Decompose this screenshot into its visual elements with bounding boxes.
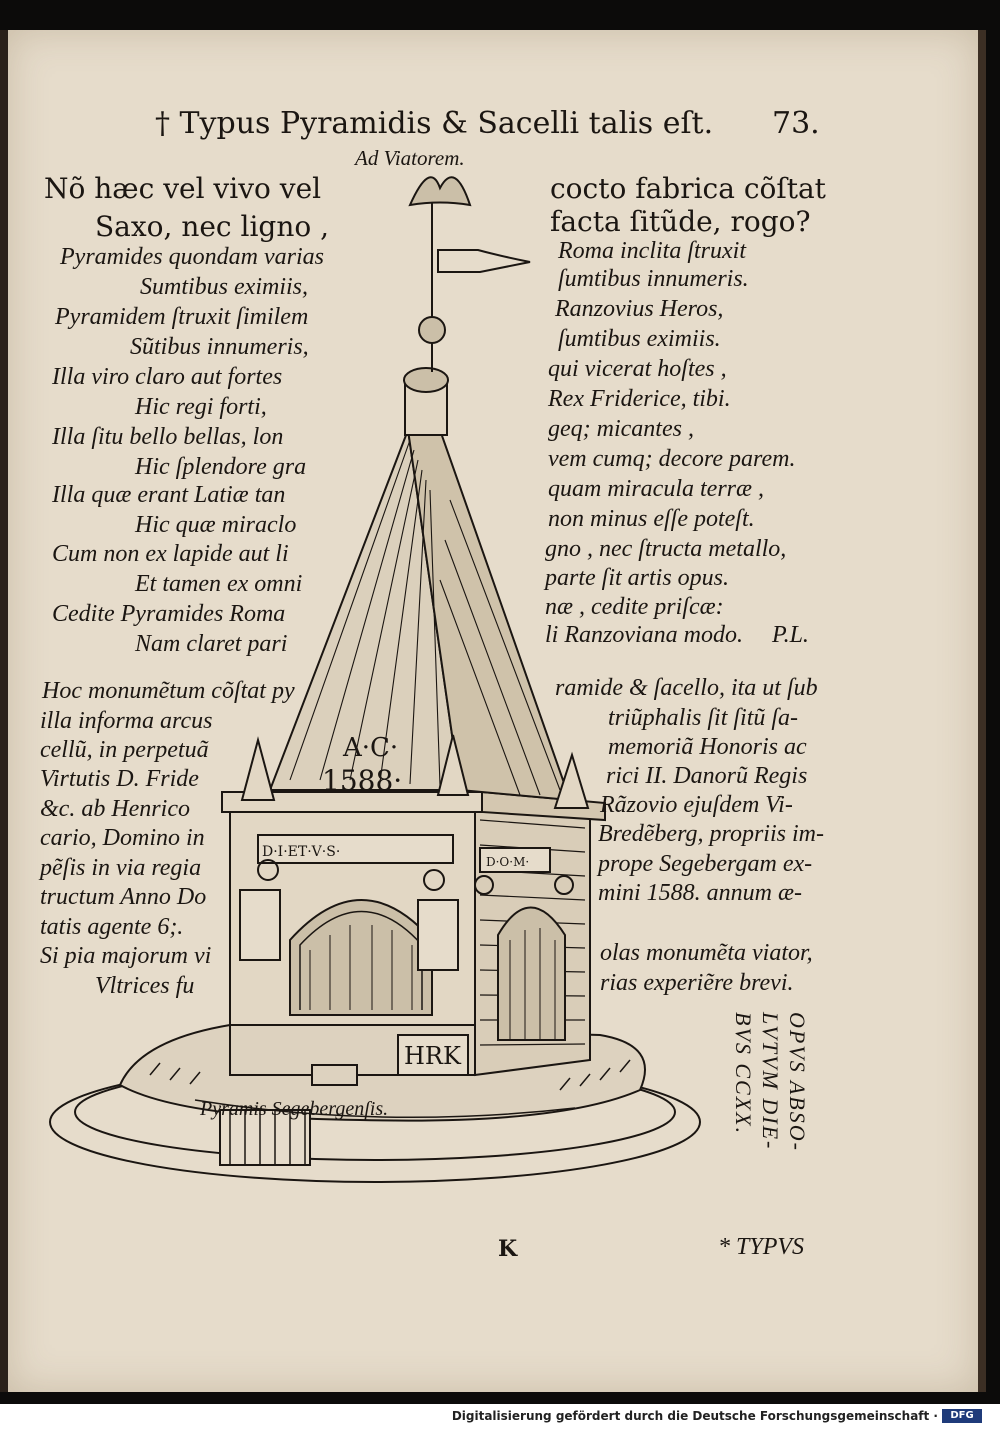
right-line: Ranzovius Heros, <box>555 296 724 322</box>
left-line: Cum non ex lapide aut li <box>52 541 289 567</box>
lower-right-line: olas monumẽta viator, <box>600 940 813 966</box>
right-line: non minus eſſe poteſt. <box>548 506 755 532</box>
right-line: cocto fabrica cõſtat <box>550 172 826 205</box>
lower-left-line: Virtutis D. Fride <box>40 766 199 792</box>
lower-left-line: Vltrices fu <box>95 973 195 999</box>
right-line: geq; micantes , <box>548 416 694 442</box>
page-title: † Typus Pyramidis & Sacelli talis eſt. <box>155 106 714 141</box>
left-line: Illa viro claro aut fortes <box>52 364 283 390</box>
lower-left-line: Si pia majorum vi <box>40 943 212 969</box>
left-line: Nõ hæc vel vivo vel <box>44 172 322 205</box>
right-line: ſumtibus eximiis. <box>558 326 721 352</box>
lower-left-line: cario, Domino in <box>40 825 205 851</box>
woodcut-year-bottom: 1588· <box>322 764 403 797</box>
right-line: Rex Friderice, tibi. <box>548 386 731 412</box>
right-line: Roma inclita ſtruxit <box>558 238 746 264</box>
right-line: li Ranzoviana modo. <box>545 622 743 648</box>
poem-signature: P.L. <box>772 622 809 648</box>
woodcut-side-inscription: D·O·M· <box>486 855 530 869</box>
lower-right-line: memoriã Honoris ac <box>608 734 807 760</box>
lower-left-line: cellũ, in perpetuã <box>40 737 209 763</box>
left-line: Hic regi forti, <box>135 394 267 420</box>
vertical-text-line-1: OPVS ABSO- <box>785 1012 810 1152</box>
catchword: * TYPVS <box>718 1234 805 1260</box>
vertical-text-line-3: BVS CCXX. <box>731 1012 756 1136</box>
left-line: Pyramidem ſtruxit ſimilem <box>55 304 309 330</box>
right-line: gno , nec ſtructa metallo, <box>545 536 787 562</box>
left-line: Hic ſplendore gra <box>135 454 307 480</box>
lower-left-line: tructum Anno Do <box>40 884 207 910</box>
vertical-text-line-2: LVTVM DIE- <box>758 1012 783 1151</box>
left-line: Nam claret pari <box>135 631 288 657</box>
page-number: 73. <box>772 106 820 141</box>
page-subtitle: Ad Viatorem. <box>355 146 465 170</box>
digitization-footer <box>0 1404 1000 1429</box>
left-line: Sumtibus eximiis, <box>140 274 308 300</box>
left-line: Illa quæ erant Latiæ tan <box>52 482 286 508</box>
woodcut-year-top: A·C· <box>343 733 399 763</box>
woodcut-arch-inscription: D·I·ET·V·S· <box>262 844 341 860</box>
signature-mark: K <box>498 1236 518 1262</box>
lower-right-line: ramide & ſacello, ita ut ſub <box>555 675 818 701</box>
right-line: parte ſit artis opus. <box>545 565 730 591</box>
left-line: Hic quæ miraclo <box>135 512 297 538</box>
lower-left-line: illa informa arcus <box>40 708 213 734</box>
left-line: Cedite Pyramides Roma <box>52 601 286 627</box>
left-line: Et tamen ex omni <box>135 571 303 597</box>
left-line: Illa ſitu bello bellas, lon <box>52 424 284 450</box>
lower-right-line: rici II. Danorũ Regis <box>606 763 808 789</box>
right-line: vem cumq; decore parem. <box>548 446 796 472</box>
lower-left-line: Hoc monumẽtum cõſtat py <box>42 678 295 704</box>
right-line: qui vicerat hoſtes , <box>548 356 727 382</box>
right-line: ſumtibus innumeris. <box>558 266 749 292</box>
lower-right-line: prope Segebergam ex- <box>598 851 813 877</box>
lower-right-line: Rãzovio ejuſdem Vi- <box>600 792 793 818</box>
right-line: quam miracula terræ , <box>548 476 764 502</box>
lower-right-line: Bredẽberg, propriis im- <box>598 821 824 847</box>
woodcut-caption: Pyramis Segebergenſis. <box>200 1098 389 1120</box>
digitization-note: Digitalisierung gefördert durch die Deutsche Forschungsgemeinschaft · <box>451 1409 938 1423</box>
lower-left-line: &c. ab Henrico <box>40 796 190 822</box>
right-line: facta ſitũde, rogo? <box>550 205 811 238</box>
right-line: næ , cedite priſcæ: <box>545 594 724 620</box>
left-line: Sũtibus innumeris, <box>130 334 309 360</box>
lower-left-line: tatis agente 6;. <box>40 914 184 940</box>
lower-left-line: pẽſis in via regia <box>40 855 202 881</box>
left-line: Pyramides quondam varias <box>60 244 324 270</box>
dfg-logo: DFG <box>942 1409 982 1423</box>
woodcut-monogram: HRK <box>404 1042 461 1070</box>
lower-right-line: rias experiẽre brevi. <box>600 970 794 996</box>
lower-right-line: triũphalis ſit ſitũ ſa- <box>608 705 799 731</box>
left-line: Saxo, nec ligno , <box>95 210 330 243</box>
lower-right-line: mini 1588. annum æ- <box>598 880 802 906</box>
